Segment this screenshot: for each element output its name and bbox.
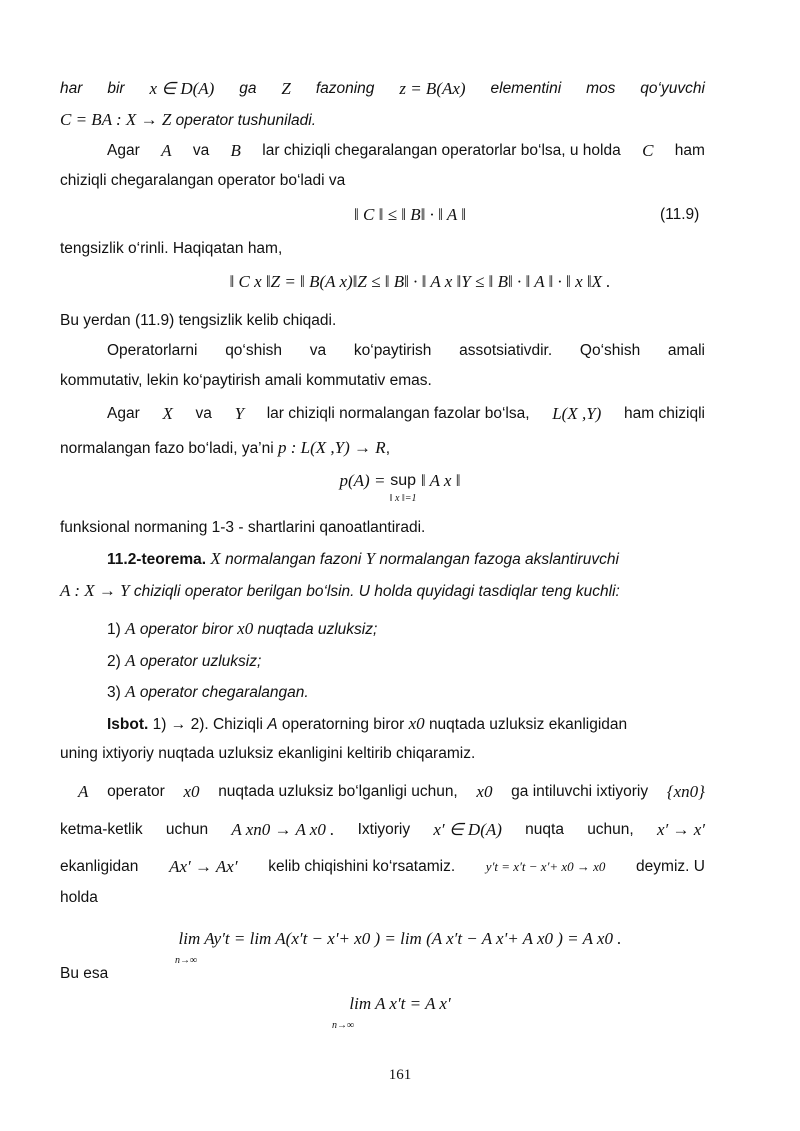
text: lar chiziqli normalangan fazolar bo‘lsa,: [266, 405, 530, 422]
math: C = BA : X → Z: [60, 110, 172, 129]
text: assotsiativdir.: [459, 342, 553, 359]
text: chiziqli operator berilgan bo‘lsin. U holda quyidagi tasdiqlar teng kuchli:: [133, 583, 620, 600]
text: kelib chiqishini ko‘rsatamiz.: [268, 858, 456, 875]
text: Agar: [107, 405, 140, 422]
math: L(X ,Y): [552, 404, 602, 423]
item-number: 3): [107, 684, 121, 701]
line-3: [107, 140, 705, 162]
line-2: [60, 109, 705, 132]
text: fazoning: [315, 80, 375, 97]
text: va: [195, 405, 212, 422]
line-4: [60, 170, 705, 192]
list-item: [107, 618, 705, 641]
math: y′t = x′t − x'+ x0 → x0: [485, 859, 606, 874]
lim-subscript: n→∞: [332, 1020, 355, 1031]
line-11: [60, 517, 705, 539]
line-23: [60, 963, 705, 985]
text: Bu yerdan (11.9) tengsizlik kelib chiqadi.: [60, 312, 337, 329]
text: mos: [586, 80, 616, 97]
text: 2). Chiziqli: [190, 716, 263, 733]
math: x0: [408, 714, 425, 733]
formula: lim A x′t = A x': [349, 994, 451, 1013]
text: normalangan fazoni: [225, 551, 362, 568]
text: normalangan fazo bo‘ladi, ya’ni: [60, 440, 274, 457]
line-22: [60, 887, 705, 909]
text: qo‘shish: [225, 342, 283, 359]
sup: sup: [390, 472, 417, 489]
math: C: [642, 141, 654, 160]
math: Y: [234, 404, 245, 423]
text: operator chegaralangan.: [139, 684, 309, 701]
list-item: [107, 681, 705, 704]
math: x0: [476, 782, 493, 801]
text: Bu esa: [60, 965, 109, 982]
text: har: [60, 80, 83, 97]
text: operator tushuniladi.: [175, 112, 317, 129]
line-18: [60, 743, 705, 765]
item-number: 1): [107, 621, 121, 638]
math: {xn0}: [666, 782, 705, 801]
text: holda: [60, 889, 98, 906]
math: A: [125, 619, 136, 638]
line-13: [60, 580, 705, 603]
formula: ‖ C x ‖Z = ‖ B(A x)‖Z ≤ ‖ B‖ · ‖ A x ‖Y ≤ ‖ B‖ · ‖ A ‖ · ‖ x ‖X .: [229, 272, 611, 291]
text: kommutativ, lekin ko‘paytirish amali kommutativ emas.: [60, 372, 432, 389]
text: uning ixtiyoriy nuqtada uzluksiz ekanligini keltirib chiqaramiz.: [60, 745, 476, 762]
text: operatorning biror: [281, 716, 405, 733]
text: nuqtada uzluksiz ekanligidan: [428, 716, 628, 733]
equation-sup: [0, 470, 800, 510]
math: x0: [183, 782, 200, 801]
line-5: [60, 238, 705, 260]
line-10: [60, 437, 705, 460]
lim-subscript: n→∞: [175, 955, 198, 966]
text: ekanligidan: [60, 858, 139, 875]
math: Y: [365, 549, 376, 568]
proof-label: Isbot.: [107, 716, 149, 733]
text: bir: [107, 80, 125, 97]
text: qo‘yuvchi: [640, 80, 705, 97]
line-6: [60, 310, 705, 332]
math: A: [267, 716, 278, 733]
math: Z: [281, 79, 291, 98]
math: A: [78, 782, 89, 801]
text: va: [309, 342, 327, 359]
text: uchun: [165, 821, 209, 838]
text: nuqtada uzluksiz bo‘lganligi uchun,: [218, 783, 458, 800]
text: 1): [152, 716, 167, 733]
proof-line: [107, 713, 705, 736]
formula: lim Ay′t = lim A(x′t − x'+ x0 ) = lim (A x′t − A x'+ A x0 ) = A x0 .: [178, 929, 622, 948]
page-number: 161: [388, 1067, 412, 1083]
text: ga: [239, 80, 257, 97]
text: ketma-ketlik: [60, 821, 143, 838]
sup-operator: [390, 470, 417, 506]
line-9: [107, 403, 705, 425]
line-8: [60, 370, 705, 392]
math: z = B(Ax): [399, 79, 466, 98]
math: x′ → x′: [656, 820, 705, 839]
list-item: [107, 650, 705, 673]
math: A xn0 → A x0 .: [231, 820, 335, 839]
text: amali: [667, 342, 705, 359]
text: nuqtada uzluksiz;: [257, 621, 378, 638]
math: Ax′ → Ax′: [169, 857, 238, 876]
line-19: [78, 781, 705, 803]
text: ga intiluvchi ixtiyoriy: [511, 783, 649, 800]
math: A : X → Y: [60, 581, 130, 600]
math: X: [162, 404, 173, 423]
line-1: [60, 78, 705, 100]
text: deymiz. U: [636, 858, 705, 875]
math: x0: [237, 619, 254, 638]
text: Agar: [107, 142, 140, 159]
formula-lhs: p(A) =: [339, 471, 386, 490]
text: lar chiziqli chegaralangan operatorlar bo‘lsa, u holda: [262, 142, 621, 159]
math: B: [230, 141, 241, 160]
text: ham chiziqli: [624, 405, 705, 422]
text: chiziqli chegaralangan operator bo‘ladi va: [60, 172, 346, 189]
text: uchun,: [587, 821, 634, 838]
equation-limit: [0, 928, 800, 968]
text: operator uzluksiz;: [139, 653, 262, 670]
math: p : L(X ,Y) → R: [278, 438, 386, 457]
math: x ∈ D(A): [149, 79, 215, 98]
text: Qo‘shish: [579, 342, 641, 359]
text: normalangan fazoga akslantiruvchi: [379, 551, 619, 568]
text: operator: [107, 783, 165, 800]
text: ham: [674, 142, 705, 159]
line-7: [107, 340, 705, 362]
text: va: [192, 142, 210, 159]
sup-subscript: ‖ x ‖=1: [389, 493, 417, 504]
math: X: [210, 549, 221, 568]
eq-number: (11.9): [660, 206, 700, 223]
text: ko‘paytirish: [353, 342, 432, 359]
line-21: [60, 856, 705, 878]
text: Operatorlarni: [107, 342, 198, 359]
text: elementini: [490, 80, 562, 97]
formula: ‖ C ‖ ≤ ‖ B‖ · ‖ A ‖: [354, 205, 466, 224]
formula-rhs: ‖ A x ‖: [420, 471, 461, 490]
text: funksional normaning 1-3 - shartlarini qanoatlantiradi.: [60, 519, 426, 536]
arrow-icon: →: [170, 716, 187, 733]
item-number: 2): [107, 653, 121, 670]
equation-norm-chain: [0, 271, 800, 294]
text: nuqta: [525, 821, 564, 838]
math: A: [125, 651, 136, 670]
theorem-line: [107, 548, 705, 571]
theorem-label: 11.2-teorema.: [107, 551, 207, 568]
text: ,: [385, 440, 390, 457]
math: A: [161, 141, 172, 160]
text: tengsizlik o‘rinli. Haqiqatan ham,: [60, 240, 283, 257]
equation-limit-2: [0, 993, 800, 1033]
line-20: [60, 819, 705, 841]
text: operator biror: [139, 621, 233, 638]
equation-number: [660, 204, 720, 226]
math: A: [125, 682, 136, 701]
math: x′ ∈ D(A): [433, 820, 502, 839]
text: Ixtiyoriy: [357, 821, 411, 838]
